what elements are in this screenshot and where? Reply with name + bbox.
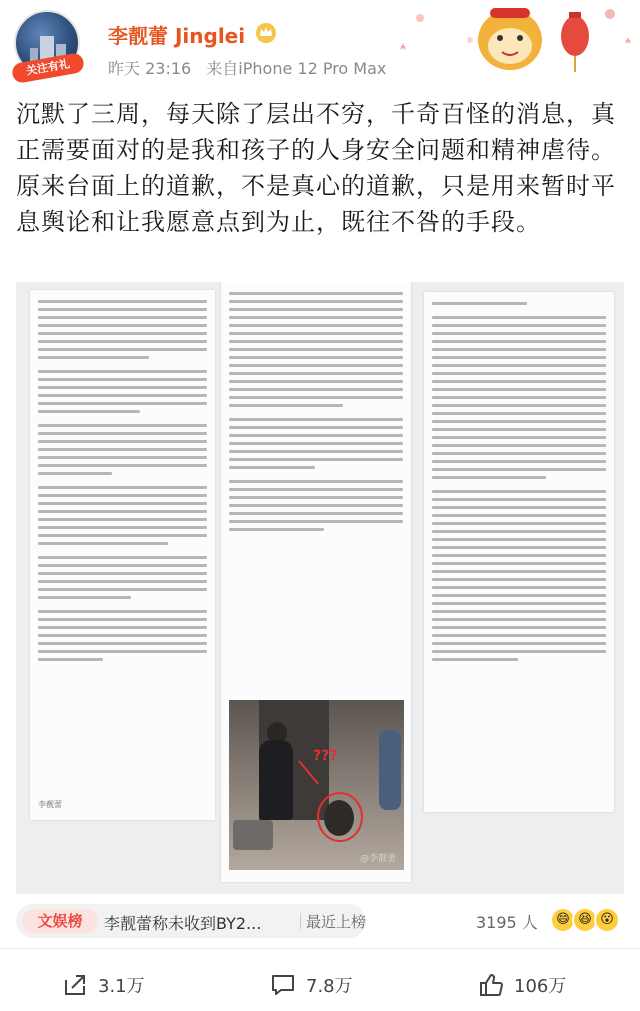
emoji-icon: 😄 — [550, 907, 576, 933]
comment-icon — [270, 972, 296, 998]
post-meta — [108, 56, 396, 79]
hot-topic-title: 李靓蕾称未收到BY2... — [104, 914, 262, 933]
username[interactable]: 李靓蕾 Jinglei — [108, 24, 246, 48]
statement-signature: 李靓蕾 — [38, 800, 62, 809]
hot-topic-rank: 最近上榜 — [306, 913, 367, 931]
image-watermark: @李靓蕾 — [359, 854, 396, 864]
post-text: 沉默了三周，每天除了层出不穷，千奇百怪的消息，真正需要面对的是我和孩子的人身安全问题和精神虐待。原来台面上的道歉，不是真心的道歉，只是用来暂时平息舆论和让我愿意点到为止，既往不咎的手段。 — [16, 100, 616, 236]
emoji-icon: 😮 — [594, 907, 620, 933]
crown-icon — [254, 21, 278, 43]
people-count: 3195 人 — [476, 913, 538, 932]
follow-ribbon[interactable]: 关注有礼 — [11, 52, 85, 84]
statement-page-3 — [424, 292, 614, 812]
statement-page-2 — [221, 282, 411, 882]
share-icon — [62, 972, 88, 998]
post-header — [0, 0, 640, 90]
surveillance-photo: ??? @李靓蕾 — [229, 700, 404, 870]
statement-page-1 — [30, 290, 215, 820]
share-count: 3.1万 — [98, 976, 145, 997]
comment-button[interactable] — [270, 970, 353, 1000]
festive-decoration-icon — [380, 0, 640, 88]
reaction-emojis[interactable] — [550, 904, 626, 936]
share-button[interactable] — [62, 970, 145, 1000]
hot-topic-bar[interactable] — [16, 904, 366, 938]
hot-topic-divider — [300, 913, 301, 929]
post-source: 来自iPhone 12 Pro Max — [206, 59, 387, 78]
post-time: 昨天 23:16 — [108, 59, 192, 78]
avatar[interactable] — [14, 10, 84, 80]
like-icon — [478, 972, 504, 998]
like-count: 106万 — [514, 976, 567, 997]
comment-count: 7.8万 — [306, 976, 353, 997]
action-divider — [0, 948, 640, 949]
emoji-icon: 😆 — [572, 907, 598, 933]
hot-topic-badge: 文娱榜 — [22, 909, 98, 933]
like-button[interactable] — [478, 970, 566, 1000]
attached-image[interactable] — [16, 282, 624, 894]
